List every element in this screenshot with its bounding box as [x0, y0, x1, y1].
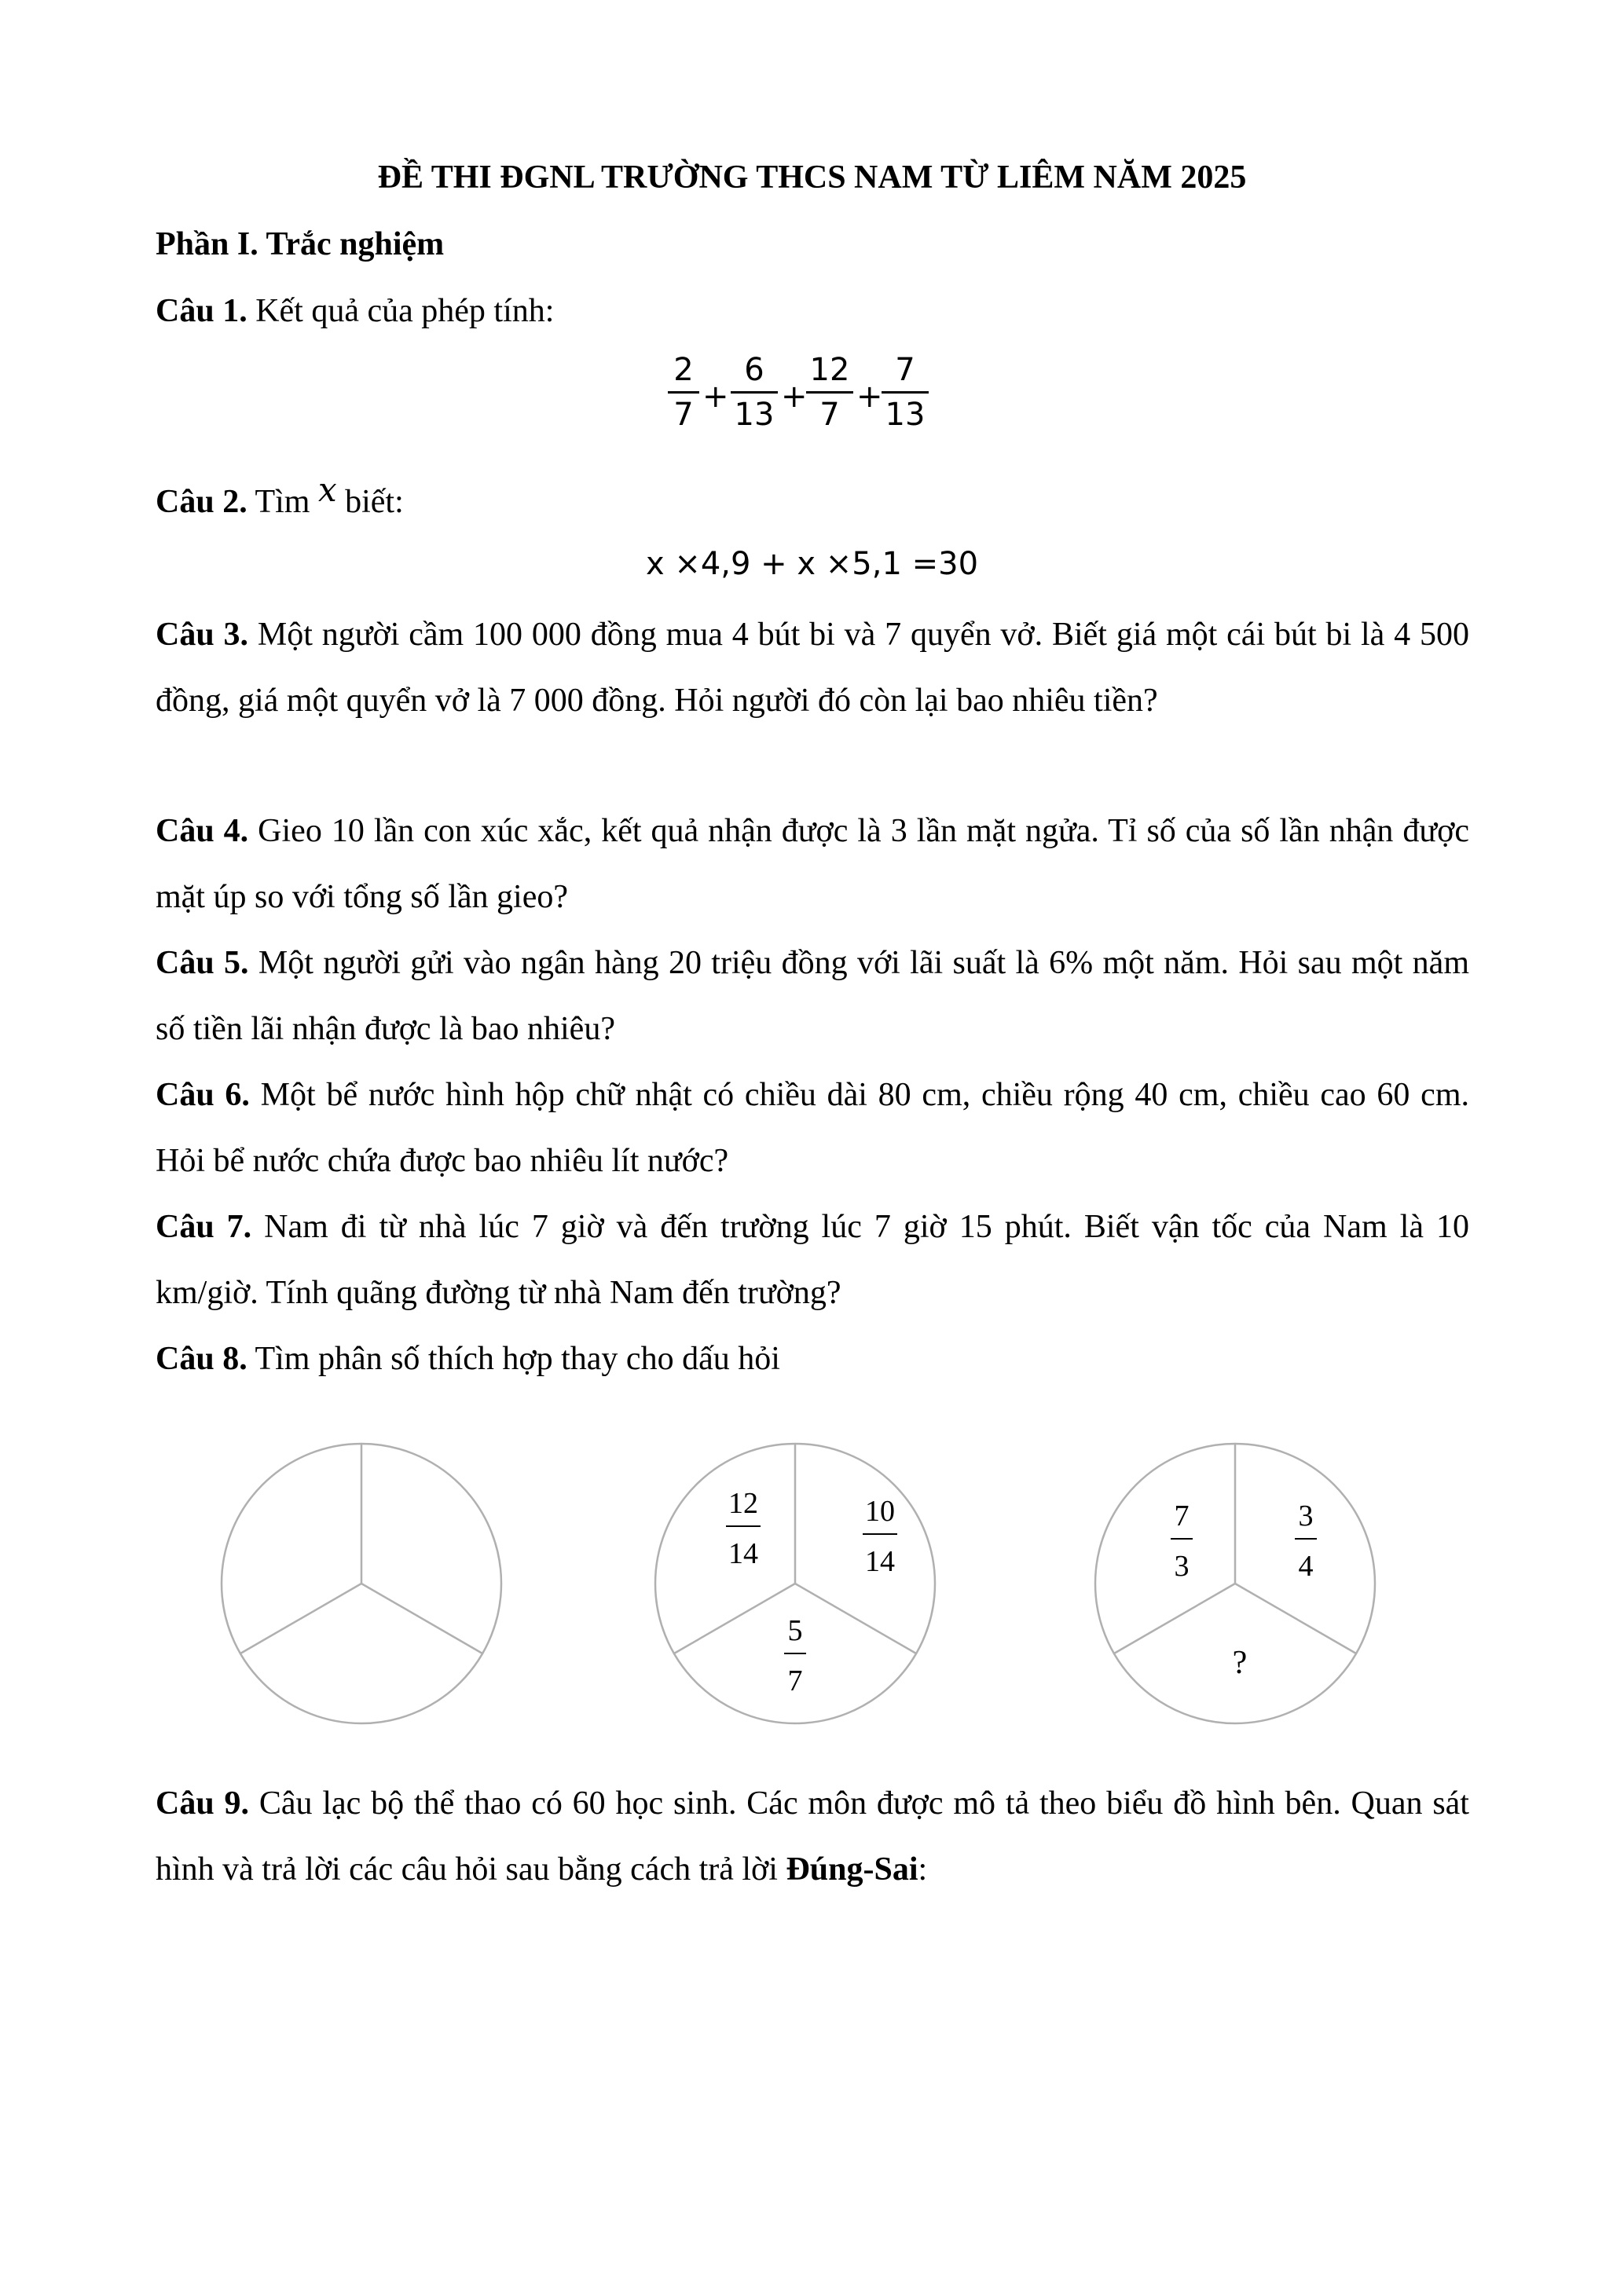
question-2-label: Câu 2.	[156, 484, 247, 520]
circle-3-divider	[1235, 1584, 1356, 1653]
question-3: Câu 3. Một người cầm 100 000 đồng mua 4 bút bi và 7 quyển vở. Biết giá một cái bút bi là 4 500 đồng, giá một quyển vở là 7 000 đồng. Hỏi người đó còn lại bao nhiêu tiền?	[156, 617, 1469, 719]
c2-left-num: 12	[728, 1487, 758, 1520]
plus-sign: +	[781, 379, 808, 415]
c2-left-den: 14	[728, 1537, 758, 1570]
fraction-3: 12 7	[806, 352, 853, 433]
question-3-label: Câu 3.	[156, 617, 249, 653]
question-2-equation: x ×4,9 + x ×5,1 =30	[645, 546, 979, 582]
question-1-label: Câu 1.	[156, 293, 247, 329]
question-2: Câu 2. Tìm x biết:	[156, 471, 404, 520]
question-6-label: Câu 6.	[156, 1077, 250, 1113]
question-8-figure	[0, 1414, 1624, 1744]
c3-question-mark: ?	[1232, 1645, 1248, 1681]
c2-bottom-den: 7	[787, 1664, 803, 1697]
circle-1-divider	[240, 1584, 361, 1653]
question-6: Câu 6. Một bể nước hình hộp chữ nhật có chiều dài 80 cm, chiều rộng 40 cm, chiều cao 60 cm. Hỏi bể nước chứa được bao nhiêu lít nước?	[156, 1077, 1469, 1179]
fraction-4: 7 13	[882, 352, 929, 433]
question-1	[156, 278, 1469, 344]
circle-1-divider	[361, 1584, 482, 1653]
question-9: Câu 9. Câu lạc bộ thể thao có 60 học sinh. Các môn được mô tả theo biểu đồ hình bên. Quan sát hình và trả lời các câu hỏi sau bằng cách trả lời Đúng-Sai:	[156, 1785, 1469, 1888]
plus-sign: +	[702, 379, 729, 415]
question-9-label: Câu 9.	[156, 1785, 250, 1822]
fraction-1: 2 7	[668, 352, 699, 433]
c3-left-num: 7	[1174, 1500, 1190, 1532]
answer-format: Đúng-Sai	[786, 1851, 918, 1888]
variable-x: x	[317, 471, 337, 509]
question-1-text: Kết quả của phép tính:	[247, 293, 555, 329]
c2-bottom-num: 5	[787, 1614, 803, 1647]
question-4-label: Câu 4.	[156, 813, 249, 849]
page-title: ĐỀ THI ĐGNL TRƯỜNG THCS NAM TỪ LIÊM NĂM 2025	[377, 159, 1247, 196]
plus-sign: +	[856, 379, 883, 415]
question-5-label: Câu 5.	[156, 945, 249, 981]
c3-left-den: 3	[1174, 1550, 1190, 1583]
question-8: Câu 8. Tìm phân số thích hợp thay cho dấu hỏi	[156, 1341, 780, 1377]
question-7: Câu 7. Nam đi từ nhà lúc 7 giờ và đến trường lúc 7 giờ 15 phút. Biết vận tốc của Nam là 10 km/giờ. Tính quãng đường từ nhà Nam đến trường?	[156, 1209, 1469, 1311]
c3-right-num: 3	[1298, 1500, 1314, 1532]
section-heading: Phần I. Trắc nghiệm	[156, 226, 445, 262]
question-4: Câu 4. Gieo 10 lần con xúc xắc, kết quả nhận được là 3 lần mặt ngửa. Tỉ số của số lần nhận được mặt úp so với tổng số lần gieo?	[156, 813, 1469, 915]
c2-right-den: 14	[865, 1545, 895, 1578]
question-1-expression	[660, 352, 943, 454]
circle-2-divider	[795, 1584, 916, 1653]
c2-right-num: 10	[865, 1495, 895, 1528]
question-7-label: Câu 7.	[156, 1209, 252, 1245]
circle-3-divider	[1114, 1584, 1235, 1653]
question-8-label: Câu 8.	[156, 1341, 247, 1377]
fraction-2: 6 13	[731, 352, 778, 433]
question-5: Câu 5. Một người gửi vào ngân hàng 20 triệu đồng với lãi suất là 6% một năm. Hỏi sau một năm số tiền lãi nhận được là bao nhiêu?	[156, 945, 1469, 1047]
c3-right-den: 4	[1298, 1550, 1314, 1583]
circle-2-divider	[674, 1584, 795, 1653]
